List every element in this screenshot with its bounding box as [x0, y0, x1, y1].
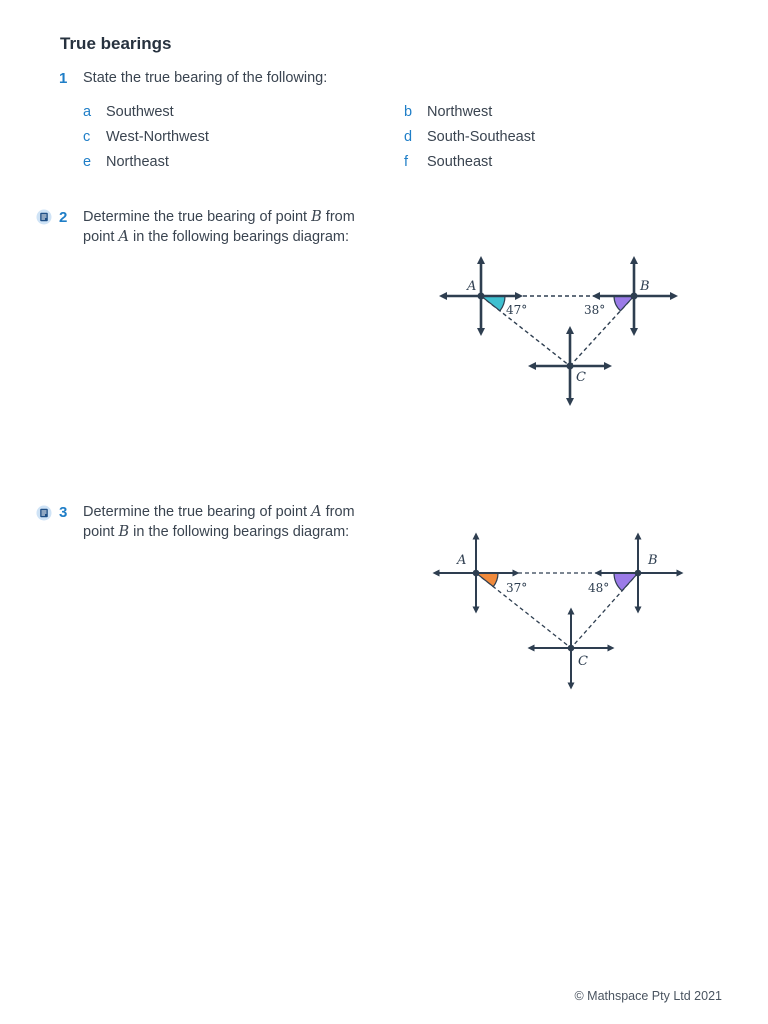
- angle-a-label: 37°: [506, 581, 528, 595]
- question-1-number: 1: [59, 70, 68, 87]
- label-a: A: [467, 279, 477, 294]
- page-title: True bearings: [60, 34, 172, 53]
- angle-a-sector: [476, 573, 498, 587]
- label-b: B: [648, 553, 658, 568]
- angle-b-label: 38°: [584, 303, 606, 317]
- dashed-lines: [481, 296, 634, 366]
- question-3-number: 3: [59, 504, 68, 521]
- angle-a-sector: [481, 296, 505, 311]
- question-2-number: 2: [59, 209, 68, 226]
- part-b-letter: b: [404, 104, 413, 120]
- label-a: A: [457, 553, 467, 568]
- copyright-footer: © Mathspace Pty Ltd 2021: [574, 989, 722, 1003]
- question-3-line-2: point B in the following bearings diagram:: [83, 524, 350, 540]
- part-c-text: West-Northwest: [106, 129, 209, 145]
- label-c: C: [576, 370, 586, 385]
- part-f-letter: f: [404, 154, 409, 170]
- part-a-text: Southwest: [106, 104, 174, 120]
- part-b-text: Northwest: [427, 104, 493, 120]
- label-b: B: [640, 279, 650, 294]
- question-1-prompt: State the true bearing of the following:: [83, 70, 328, 86]
- part-a-letter: a: [83, 104, 92, 120]
- part-e-letter: e: [83, 154, 92, 170]
- part-e-text: Northeast: [106, 154, 169, 170]
- part-c-letter: c: [83, 129, 91, 145]
- part-d-letter: d: [404, 129, 413, 145]
- label-c: C: [578, 654, 588, 669]
- angle-b-sector: [614, 573, 638, 591]
- part-d-text: South-Southeast: [427, 129, 536, 145]
- angle-b-label: 48°: [588, 581, 610, 595]
- part-f-text: Southeast: [427, 154, 493, 170]
- question-icon[interactable]: [36, 505, 52, 521]
- dashed-lines: [476, 573, 638, 648]
- angle-b-sector: [614, 296, 634, 311]
- angle-a-label: 47°: [506, 303, 528, 317]
- question-icon[interactable]: [36, 209, 52, 225]
- bearings-diagram-q3: [425, 528, 690, 693]
- question-3-line-1: Determine the true bearing of point A from: [83, 504, 355, 520]
- bearings-diagram-q2: [430, 250, 690, 415]
- question-2-line-2: point A in the following bearings diagram:: [83, 229, 350, 245]
- question-2-line-1: Determine the true bearing of point B from: [83, 209, 355, 225]
